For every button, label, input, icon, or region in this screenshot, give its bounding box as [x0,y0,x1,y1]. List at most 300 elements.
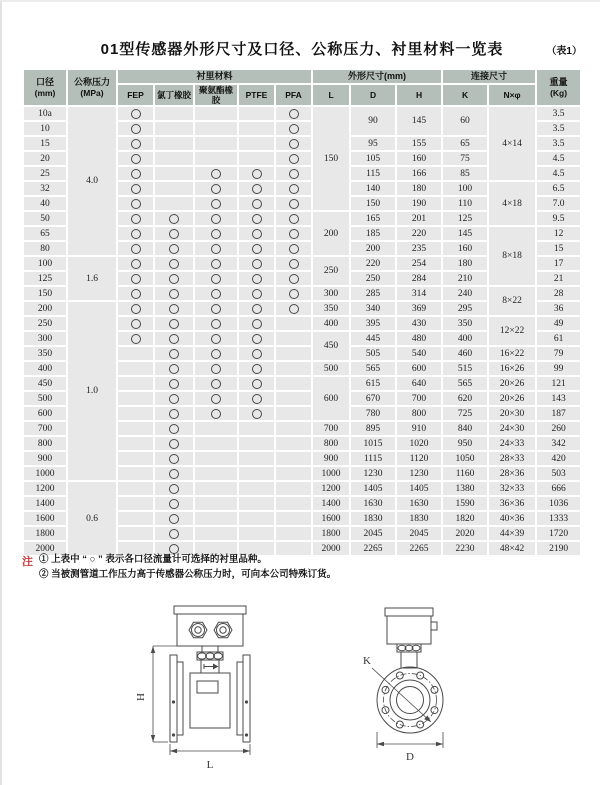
cell-l: 900 [313,452,349,465]
header-dims-group: 外形尺寸(mm) [313,70,441,83]
lining-available-circle-icon [289,259,299,269]
cell-lining-3 [239,302,274,315]
dim-label-h: H [135,693,147,701]
cell-n: 12×22 [489,317,535,345]
header-lining-fep: FEP [118,85,153,105]
cell-lining-1 [155,272,193,285]
cell-lining-1 [155,167,193,180]
cell-h: 1405 [397,482,441,495]
cell-weight: 503 [537,467,580,480]
cell-lining-1 [155,347,193,360]
header-conn-k: K [443,85,487,105]
lining-available-circle-icon [252,199,262,209]
cell-lining-0 [118,452,153,465]
cell-lining-2 [195,182,237,195]
cell-k: 565 [443,377,487,390]
cell-k: 515 [443,362,487,375]
dim-label-l: L [206,759,214,771]
cell-diameter: 100 [24,257,66,270]
cell-weight: 121 [537,377,580,390]
header-conn-nphi: N×φ [489,85,535,105]
cell-lining-3 [239,272,274,285]
lining-available-circle-icon [169,379,179,389]
cell-lining-4 [276,497,311,510]
cell-h: 160 [397,152,441,165]
cell-d: 565 [351,362,395,375]
lining-available-circle-icon [211,319,221,329]
cell-k: 950 [443,437,487,450]
cell-d: 1230 [351,467,395,480]
cell-h: 190 [397,197,441,210]
dim-label-d: D [406,751,414,763]
cell-d: 445 [351,332,395,345]
cell-lining-3 [239,332,274,345]
cell-lining-1 [155,137,193,150]
cell-lining-2 [195,152,237,165]
sensor-neck [197,646,223,673]
lining-available-circle-icon [211,364,221,374]
cell-n: 20×26 [489,392,535,405]
cell-d: 615 [351,377,395,390]
lining-available-circle-icon [211,334,221,344]
table-ref-label: （表1） [546,46,582,57]
cell-k: 1590 [443,497,487,510]
cell-diameter: 450 [24,377,66,390]
cell-d: 1015 [351,437,395,450]
cell-lining-3 [239,437,274,450]
cell-lining-4 [276,467,311,480]
lining-available-circle-icon [289,229,299,239]
cell-d: 1830 [351,512,395,525]
lining-available-circle-icon [131,289,141,299]
cell-h: 1230 [397,467,441,480]
side-tab [431,622,437,630]
cell-lining-0 [118,302,153,315]
lining-available-circle-icon [252,274,262,284]
cell-l: 300 [313,287,349,300]
cell-lining-4 [276,512,311,525]
lining-available-circle-icon [289,154,299,164]
cell-n: 4×18 [489,182,535,225]
lining-available-circle-icon [131,304,141,314]
cell-lining-3 [239,512,274,525]
lining-available-circle-icon [211,394,221,404]
cell-h: 430 [397,317,441,330]
cell-lining-3 [239,107,274,120]
cell-k: 180 [443,257,487,270]
lining-available-circle-icon [289,289,299,299]
cell-lining-4 [276,287,311,300]
cell-lining-3 [239,167,274,180]
cell-d: 1405 [351,482,395,495]
cell-lining-4 [276,137,311,150]
cell-k: 1820 [443,512,487,525]
cell-diameter: 700 [24,422,66,435]
cell-diameter: 800 [24,437,66,450]
cell-l: 700 [313,422,349,435]
cell-lining-2 [195,242,237,255]
lining-available-circle-icon [169,244,179,254]
cell-lining-0 [118,227,153,240]
cell-weight: 187 [537,407,580,420]
lining-available-circle-icon [289,274,299,284]
cell-d: 165 [351,212,395,225]
lining-available-circle-icon [169,484,179,494]
cell-lining-4 [276,437,311,450]
lining-available-circle-icon [211,244,221,254]
terminal-box [174,606,246,646]
cell-lining-1 [155,227,193,240]
lining-available-circle-icon [211,199,221,209]
cell-pressure: 0.6 [68,482,116,555]
lining-available-circle-icon [169,229,179,239]
cell-k: 100 [443,182,487,195]
cell-lining-4 [276,362,311,375]
cell-lining-1 [155,377,193,390]
cell-h: 180 [397,182,441,195]
cell-n: 28×36 [489,467,535,480]
lining-available-circle-icon [211,274,221,284]
cell-k: 145 [443,227,487,240]
cell-d: 90 [351,107,395,135]
cell-lining-2 [195,362,237,375]
cell-l: 1600 [313,512,349,525]
cell-k: 210 [443,272,487,285]
cell-lining-0 [118,347,153,360]
terminal-box [385,608,437,644]
cell-lining-2 [195,287,237,300]
cell-l: 200 [313,212,349,255]
lining-available-circle-icon [252,229,262,239]
table-row [24,482,580,495]
header-conn-group: 连接尺寸 [443,70,535,83]
cell-weight: 15 [537,242,580,255]
cell-h: 369 [397,302,441,315]
cell-diameter: 1000 [24,467,66,480]
lining-available-circle-icon [169,424,179,434]
cell-h: 284 [397,272,441,285]
cell-lining-2 [195,422,237,435]
cell-lining-1 [155,362,193,375]
cell-k: 160 [443,242,487,255]
cell-lining-2 [195,332,237,345]
cell-lining-2 [195,407,237,420]
cell-lining-2 [195,467,237,480]
cell-h: 1120 [397,452,441,465]
flange-face [377,667,443,733]
cell-h: 1830 [397,512,441,525]
lining-available-circle-icon [131,199,141,209]
cell-pressure: 1.0 [68,302,116,480]
cell-d: 1630 [351,497,395,510]
cell-lining-1 [155,107,193,120]
cell-l: 1400 [313,497,349,510]
cell-weight: 1333 [537,512,580,525]
lining-available-circle-icon [169,439,179,449]
cell-lining-0 [118,407,153,420]
lining-available-circle-icon [252,364,262,374]
lining-available-circle-icon [169,499,179,509]
cell-lining-2 [195,272,237,285]
cell-lining-4 [276,482,311,495]
lining-available-circle-icon [252,304,262,314]
cell-lining-1 [155,452,193,465]
note-lines [39,553,336,582]
header-lining-group: 衬里材料 [118,70,311,83]
cell-lining-4 [276,167,311,180]
cell-h: 910 [397,422,441,435]
cell-lining-1 [155,392,193,405]
table-row [24,107,580,120]
cell-lining-3 [239,152,274,165]
cell-lining-4 [276,452,311,465]
cell-lining-4 [276,257,311,270]
cell-lining-2 [195,137,237,150]
lining-available-circle-icon [131,139,141,149]
cell-diameter: 2000 [24,542,66,555]
cell-lining-4 [276,332,311,345]
cell-weight: 1720 [537,527,580,540]
cell-h: 2265 [397,542,441,555]
cell-diameter: 900 [24,452,66,465]
cell-lining-4 [276,197,311,210]
lining-available-circle-icon [289,139,299,149]
cell-l: 1000 [313,467,349,480]
lining-available-circle-icon [211,379,221,389]
cell-lining-3 [239,137,274,150]
cell-k: 1160 [443,467,487,480]
cell-lining-2 [195,227,237,240]
cell-h: 155 [397,137,441,150]
cell-diameter: 1200 [24,482,66,495]
cell-lining-3 [239,362,274,375]
flow-direction-arrow-icon [204,664,219,670]
lining-available-circle-icon [169,274,179,284]
cell-lining-0 [118,122,153,135]
header-dim-l: L [313,85,349,105]
cell-weight: 6.5 [537,182,580,195]
lining-available-circle-icon [131,274,141,284]
side-view-diagram [330,598,505,773]
cell-lining-3 [239,452,274,465]
cell-d: 285 [351,287,395,300]
cell-l: 350 [313,302,349,315]
lining-available-circle-icon [211,409,221,419]
cell-weight: 12 [537,227,580,240]
header-weight: 重量 (Kg) [537,70,580,105]
cell-lining-0 [118,317,153,330]
cell-lining-3 [239,422,274,435]
cell-diameter: 32 [24,182,66,195]
cell-d: 150 [351,197,395,210]
cell-n: 48×42 [489,542,535,555]
cell-weight: 21 [537,272,580,285]
lining-available-circle-icon [211,229,221,239]
lining-available-circle-icon [131,154,141,164]
cell-diameter: 400 [24,362,66,375]
cell-lining-2 [195,482,237,495]
cell-d: 505 [351,347,395,360]
lining-available-circle-icon [169,469,179,479]
lining-available-circle-icon [169,529,179,539]
cell-h: 700 [397,392,441,405]
cell-k: 125 [443,212,487,225]
cell-n: 8×22 [489,287,535,315]
cell-k: 1050 [443,452,487,465]
cell-n: 24×30 [489,422,535,435]
cell-lining-4 [276,242,311,255]
cell-lining-2 [195,167,237,180]
cell-lining-1 [155,122,193,135]
cell-diameter: 250 [24,317,66,330]
cell-l: 150 [313,107,349,210]
lining-available-circle-icon [169,409,179,419]
cell-lining-3 [239,227,274,240]
lining-available-circle-icon [169,334,179,344]
cell-lining-0 [118,107,153,120]
cell-n: 40×36 [489,512,535,525]
cell-lining-1 [155,437,193,450]
lining-available-circle-icon [169,259,179,269]
cell-lining-2 [195,437,237,450]
cell-lining-3 [239,287,274,300]
cell-diameter: 1600 [24,512,66,525]
cell-d: 185 [351,227,395,240]
cell-n: 44×39 [489,527,535,540]
cell-l: 250 [313,257,349,285]
header-lining-polyurethane: 聚氨酯橡胶 [195,85,237,105]
table-body [24,107,580,555]
lining-available-circle-icon [211,349,221,359]
cell-diameter: 20 [24,152,66,165]
sensor-body [190,673,230,728]
cell-lining-1 [155,182,193,195]
lining-available-circle-icon [252,184,262,194]
header-lining-neoprene: 氯丁橡胶 [155,85,193,105]
cell-weight: 36 [537,302,580,315]
cell-lining-4 [276,422,311,435]
lining-available-circle-icon [169,319,179,329]
cell-lining-4 [276,407,311,420]
cell-weight: 1036 [537,497,580,510]
cell-lining-0 [118,197,153,210]
cell-k: 65 [443,137,487,150]
cell-lining-2 [195,257,237,270]
cell-k: 2020 [443,527,487,540]
cell-lining-4 [276,182,311,195]
cell-diameter: 150 [24,287,66,300]
lining-available-circle-icon [289,169,299,179]
lining-available-circle-icon [252,349,262,359]
lining-available-circle-icon [211,214,221,224]
front-view-diagram [120,598,295,778]
lining-available-circle-icon [131,229,141,239]
cell-lining-4 [276,392,311,405]
cell-lining-0 [118,497,153,510]
cell-diameter: 10a [24,107,66,120]
cell-lining-2 [195,512,237,525]
cell-weight: 79 [537,347,580,360]
cell-lining-0 [118,527,153,540]
cell-diameter: 40 [24,197,66,210]
cell-d: 105 [351,152,395,165]
cell-lining-2 [195,347,237,360]
cell-weight: 4.5 [537,167,580,180]
cell-lining-0 [118,257,153,270]
cell-lining-0 [118,482,153,495]
cell-k: 295 [443,302,487,315]
lining-available-circle-icon [289,124,299,134]
cell-lining-3 [239,377,274,390]
header-diameter: 口径 (mm) [24,70,66,105]
cell-lining-0 [118,362,153,375]
lining-available-circle-icon [131,319,141,329]
flange-left [170,655,183,742]
cell-lining-1 [155,197,193,210]
lining-available-circle-icon [252,259,262,269]
cell-lining-2 [195,212,237,225]
cell-lining-1 [155,257,193,270]
lining-available-circle-icon [252,379,262,389]
cell-h: 640 [397,377,441,390]
cell-h: 2045 [397,527,441,540]
header-dim-d: D [351,85,395,105]
lining-available-circle-icon [169,289,179,299]
lining-available-circle-icon [252,214,262,224]
cell-n: 8×18 [489,227,535,285]
cell-weight: 7.0 [537,197,580,210]
cell-lining-2 [195,452,237,465]
cell-h: 1630 [397,497,441,510]
header-lining-ptfe: PTFE [239,85,274,105]
cell-h: 166 [397,167,441,180]
lining-available-circle-icon [211,304,221,314]
lining-available-circle-icon [131,124,141,134]
lining-available-circle-icon [169,304,179,314]
cell-d: 895 [351,422,395,435]
cell-diameter: 65 [24,227,66,240]
cell-lining-0 [118,437,153,450]
cell-diameter: 15 [24,137,66,150]
lining-available-circle-icon [211,259,221,269]
cell-k: 620 [443,392,487,405]
cell-lining-3 [239,317,274,330]
cell-weight: 99 [537,362,580,375]
cell-l: 500 [313,362,349,375]
cell-lining-0 [118,422,153,435]
cell-lining-4 [276,317,311,330]
cell-k: 350 [443,317,487,330]
cell-weight: 9.5 [537,212,580,225]
cell-d: 250 [351,272,395,285]
lining-available-circle-icon [252,169,262,179]
cell-weight: 260 [537,422,580,435]
cell-l: 1800 [313,527,349,540]
cell-lining-2 [195,392,237,405]
cell-lining-2 [195,197,237,210]
cell-weight: 342 [537,437,580,450]
cell-diameter: 10 [24,122,66,135]
cell-n: 16×26 [489,362,535,375]
cell-lining-4 [276,227,311,240]
dimension-d [377,732,443,763]
cell-weight: 3.5 [537,122,580,135]
dim-label-k: K [363,655,371,667]
cell-lining-4 [276,107,311,120]
lining-available-circle-icon [289,214,299,224]
cell-lining-2 [195,122,237,135]
cell-diameter: 200 [24,302,66,315]
